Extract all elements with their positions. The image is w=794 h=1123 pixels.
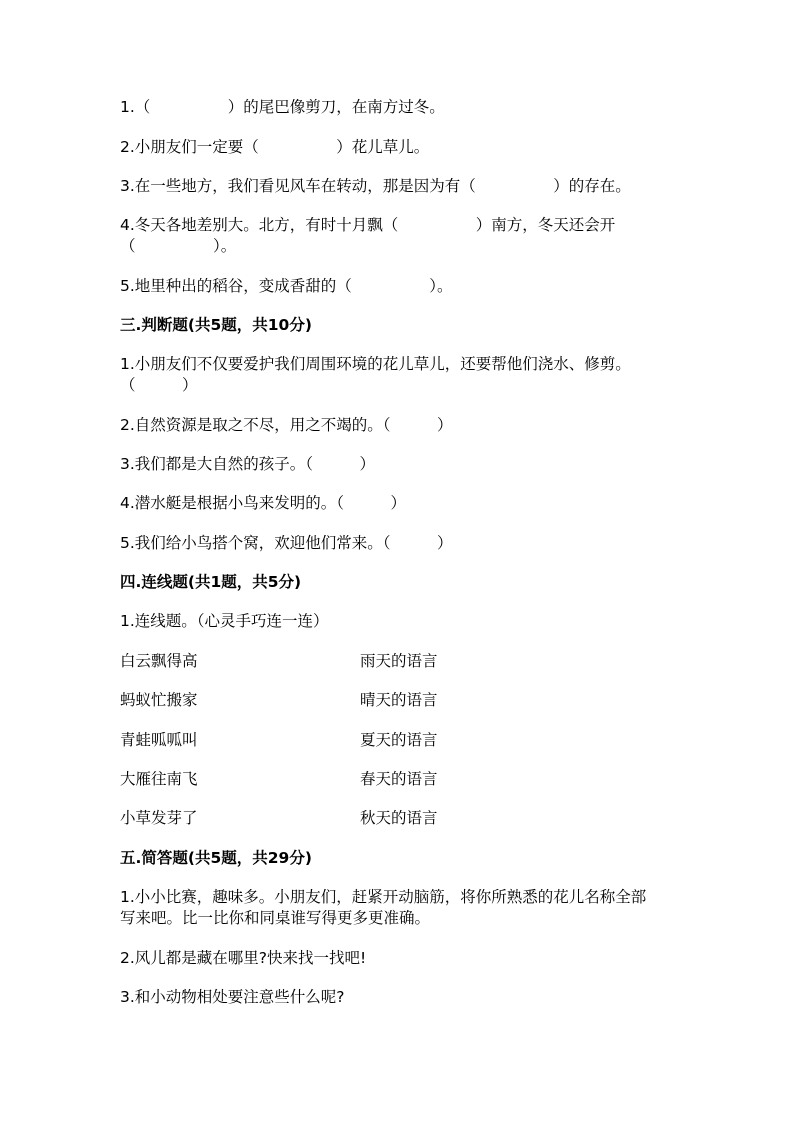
short-answer-question-3: 3.和小动物相处要注意些什么呢? xyxy=(120,988,345,1006)
match-right-item: 秋天的语言 xyxy=(360,809,438,827)
judge-question-2: 2.自然资源是取之不尽，用之不竭的。（ ） xyxy=(120,416,453,434)
match-right-item: 夏天的语言 xyxy=(360,731,438,749)
match-left-item: 大雁往南飞 xyxy=(120,770,198,788)
match-section-heading: 四.连线题(共1题，共5分) xyxy=(120,573,302,591)
match-right-item: 雨天的语言 xyxy=(360,652,438,670)
fill-in-question-1: 1.（ ）的尾巴像剪刀，在南方过冬。 xyxy=(120,98,445,116)
judge-question-5: 5.我们给小鸟搭个窝，欢迎他们常来。（ ） xyxy=(120,534,453,552)
match-left-item: 小草发芽了 xyxy=(120,809,198,827)
judge-question-1-line-2: （ ） xyxy=(120,376,198,394)
short-answer-question-2: 2.风儿都是藏在哪里?快来找一找吧! xyxy=(120,949,367,967)
fill-in-question-3: 3.在一些地方，我们看见风车在转动，那是因为有（ ）的存在。 xyxy=(120,177,631,195)
judge-section-heading: 三.判断题(共5题，共10分) xyxy=(120,316,312,334)
fill-in-question-4-line-1: 4.冬天各地差别大。北方，有时十月飘（ ）南方，冬天还会开 xyxy=(120,216,616,234)
fill-in-question-5: 5.地里种出的稻谷，变成香甜的（ ）。 xyxy=(120,277,453,295)
short-answer-section-heading: 五.简答题(共5题，共29分) xyxy=(120,849,312,867)
judge-question-3: 3.我们都是大自然的孩子。（ ） xyxy=(120,455,376,473)
match-right-item: 晴天的语言 xyxy=(360,691,438,709)
match-left-item: 青蛙呱呱叫 xyxy=(120,731,198,749)
short-answer-question-1-line-1: 1.小小比赛，趣味多。小朋友们，赶紧开动脑筋，将你所熟悉的花儿名称全部 xyxy=(120,888,647,906)
fill-in-question-2: 2.小朋友们一定要（ ）花儿草儿。 xyxy=(120,138,430,156)
judge-question-4: 4.潜水艇是根据小鸟来发明的。（ ） xyxy=(120,494,407,512)
match-question-1: 1.连线题。（心灵手巧连一连） xyxy=(120,612,329,630)
match-right-item: 春天的语言 xyxy=(360,770,438,788)
judge-question-1-line-1: 1.小朋友们不仅要爱护我们周围环境的花儿草儿，还要帮他们浇水、修剪。 xyxy=(120,355,631,373)
short-answer-question-1-line-2: 写来吧。比一比你和同桌谁写得更多更准确。 xyxy=(120,909,431,927)
match-left-item: 蚂蚁忙搬家 xyxy=(120,691,198,709)
fill-in-question-4-line-2: （ ）。 xyxy=(120,237,237,255)
match-left-item: 白云飘得高 xyxy=(120,652,198,670)
